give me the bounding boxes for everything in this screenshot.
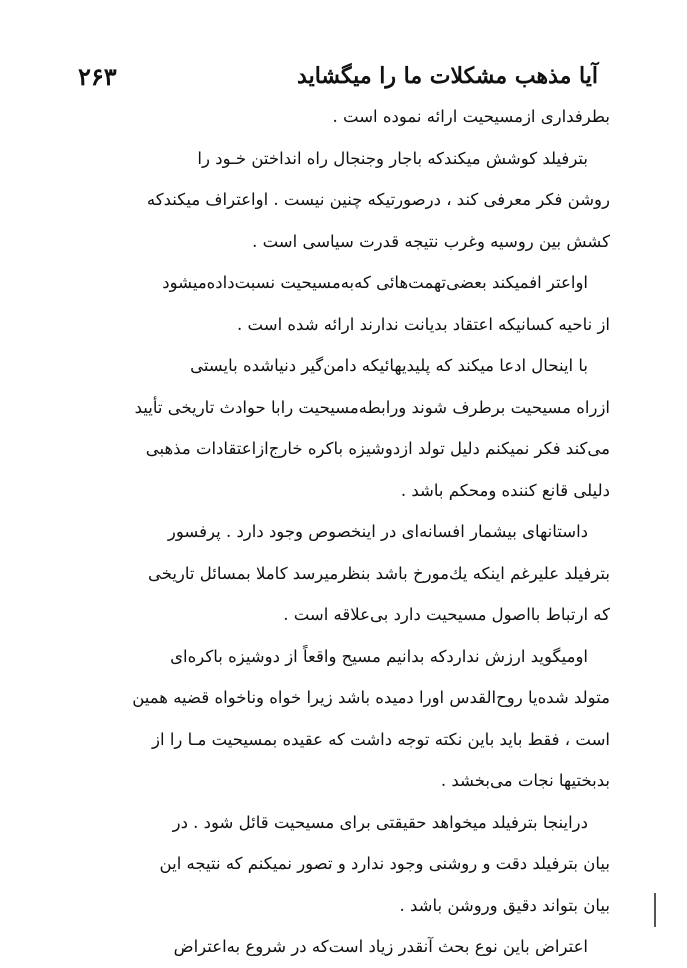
- text-line: که ارتباط بااصول مسیحیت دارد بی‌علاقه است .: [283, 605, 610, 624]
- paragraph: [90, 345, 610, 511]
- page-header: [78, 56, 598, 96]
- paragraph: [90, 802, 610, 927]
- paragraph: [90, 96, 610, 138]
- text-line: بیان بترفیلد دقت و روشنی وجود ندارد و تصور نمیکنم که نتیجه این: [159, 854, 610, 873]
- page-body: [90, 96, 610, 968]
- text-line: بطرفداری ازمسیحیت ارائه نموده است .: [332, 107, 610, 126]
- text-line: بترفیلد علیرغم اینکه یك‌مورخ باشد بنظرمیرسد کاملا بمسائل تاریخی: [147, 563, 610, 583]
- text-line: است ، فقط باید باین نکته توجه داشت که عقیده بمسیحیت مـا را از: [152, 729, 610, 749]
- text-line: از ناحیه کسانیکه اعتقاد بدیانت ندارند ارائه شده است .: [237, 314, 610, 334]
- running-title: آیا مذهب مشکلات ما را میگشاید: [297, 63, 598, 89]
- text-line: می‌کند فکر نمیکنم دلیل تولد ازدوشیزه باکره خارج‌ازاعتقادات مذهبی: [145, 439, 610, 458]
- page-number: ۲۶۳: [78, 61, 117, 91]
- text-line: روشن فکر معرفی کند ، درصورتیکه چنین نیست . اواعتراف میکندکه: [146, 190, 610, 209]
- paragraph: [90, 636, 610, 802]
- text-line: بترفیلد کوشش میکندکه باجار وجنجال راه انداختن خـود را: [197, 148, 588, 168]
- text-line: بدبختیها نجات می‌بخشد .: [440, 771, 610, 790]
- text-line: کشش بین روسیه وغرب نتیجه قدرت سیاسی است .: [252, 231, 610, 251]
- text-line: بیان بتواند دقیق وروشن باشد .: [399, 895, 610, 915]
- text-line: ازراه مسیحیت برطرف شوند ورابطه‌مسیحیت رابا حوادث تاریخی تأیید: [134, 397, 610, 417]
- text-line: اواعتر افمیکند بعضی‌تهمت‌هائی که‌به‌مسیحیت نسبت‌داده‌میشود: [162, 273, 588, 292]
- text-line: دلیلی قانع کننده ومحکم باشد .: [400, 480, 610, 500]
- margin-mark: [654, 893, 656, 927]
- text-line: دراینجا بترفیلد میخواهد حقیقتی برای مسیحیت قائل شود . در: [172, 812, 588, 832]
- text-line: داستانهای بیشمار افسانه‌ای در اینخصوص وجود دارد . پرفسور: [167, 522, 588, 541]
- paragraph: [90, 262, 610, 345]
- paragraph: [90, 138, 610, 263]
- text-line: متولد شده‌یا روح‌القدس اورا دمیده باشد زیرا خواه وناخواه قضیه همین: [132, 688, 610, 707]
- paragraph: [90, 511, 610, 636]
- text-line: با اینحال ادعا میکند که پلیدیهائیکه دامن‌گیر دنیاشده بایستی: [190, 356, 588, 375]
- paragraph: [90, 926, 610, 968]
- text-line: اعتراض باین نوع بحث آنقدر زیاد است‌که در شروع به‌اعتراض: [173, 937, 588, 956]
- text-line: اومیگوید ارزش نداردکه بدانیم مسیح واقعاً از دوشیزه باکره‌ای: [170, 646, 588, 666]
